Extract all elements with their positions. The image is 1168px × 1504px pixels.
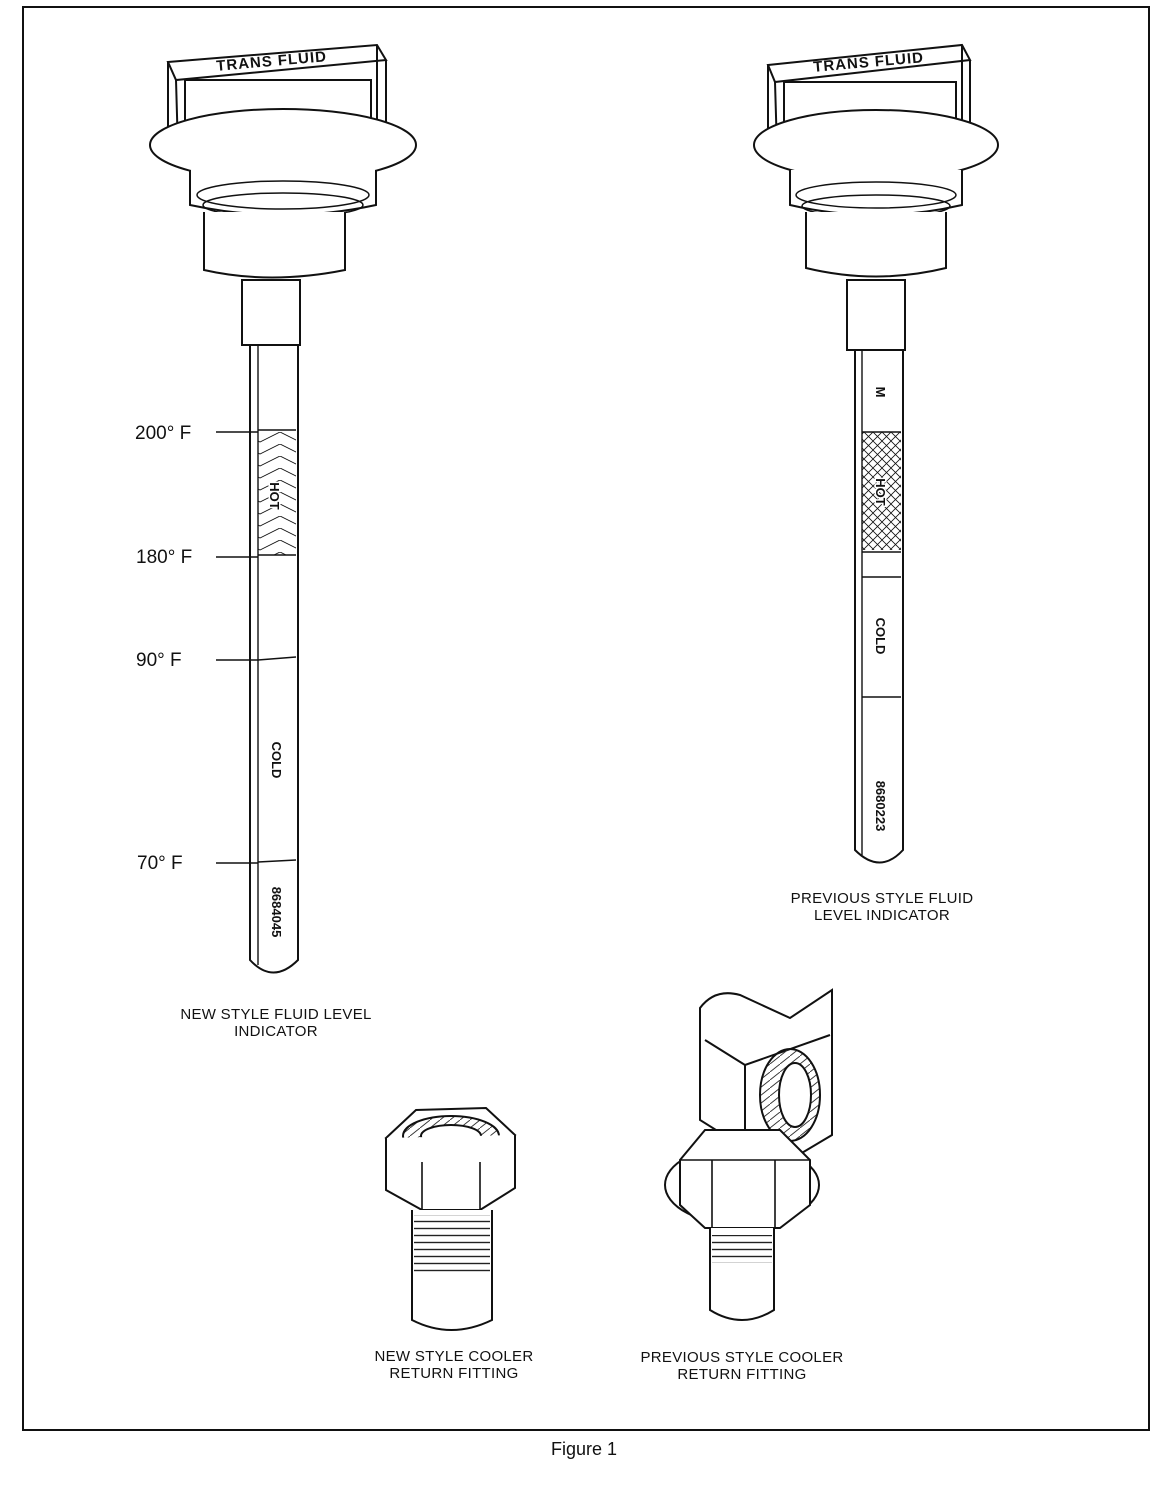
previous-fitting-label-line2: RETURN FITTING xyxy=(677,1366,807,1383)
new-cold-text: COLD xyxy=(269,741,284,779)
prev-m-text: M xyxy=(873,386,888,398)
previous-indicator-label-line2: LEVEL INDICATOR xyxy=(814,907,950,924)
new-cap-text: TRANS FLUID xyxy=(215,48,328,75)
previous-fitting-label-line1: PREVIOUS STYLE COOLER xyxy=(640,1349,844,1366)
previous-style-fluid-level-indicator xyxy=(754,45,998,863)
previous-style-cooler-return-fitting xyxy=(665,990,832,1320)
new-indicator-label-line1: NEW STYLE FLUID LEVEL xyxy=(180,1006,372,1023)
new-fitting-label xyxy=(344,1348,564,1382)
previous-fitting-label xyxy=(620,1349,864,1383)
new-part-number: 8684045 xyxy=(269,886,284,938)
figure-caption: Figure 1 xyxy=(550,1439,618,1459)
temp-label-90: 90° F xyxy=(136,650,182,671)
new-fitting-label-line2: RETURN FITTING xyxy=(389,1365,519,1382)
new-style-fluid-level-indicator xyxy=(150,45,416,973)
prev-cold-text: COLD xyxy=(873,617,888,655)
new-indicator-label xyxy=(156,1006,396,1040)
temp-label-180: 180° F xyxy=(136,547,193,568)
previous-indicator-label xyxy=(762,890,1002,924)
new-indicator-label-line2: INDICATOR xyxy=(234,1023,318,1040)
new-style-cooler-return-fitting xyxy=(386,1108,515,1330)
new-fitting-label-line1: NEW STYLE COOLER xyxy=(374,1348,534,1365)
new-hot-text: HOT xyxy=(267,482,282,510)
prev-part-number: 8680223 xyxy=(873,780,888,832)
temp-label-70: 70° F xyxy=(137,853,183,874)
temp-label-200: 200° F xyxy=(135,423,192,444)
prev-cap-text: TRANS FLUID xyxy=(812,49,925,76)
prev-hot-text: HOT xyxy=(873,478,888,506)
previous-indicator-label-line1: PREVIOUS STYLE FLUID xyxy=(790,890,974,907)
